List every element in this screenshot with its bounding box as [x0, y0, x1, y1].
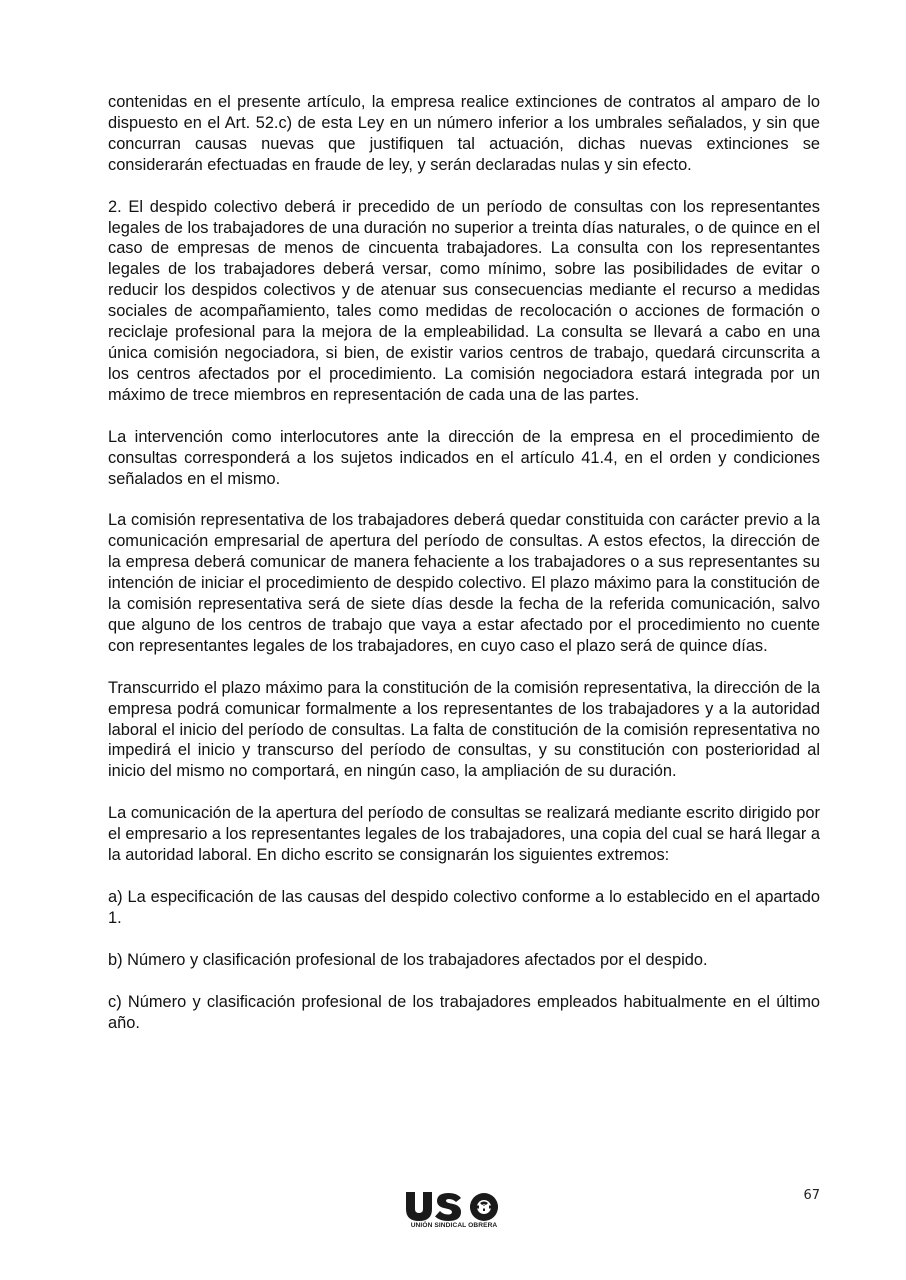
list-item-b: b) Número y clasificación profesional de los trabajadores afectados por el despido. — [108, 950, 708, 969]
body-text — [108, 92, 820, 1055]
paragraph-5: Transcurrido el plazo máximo para la constitución de la comisión representativa, la dirección de la empresa podrá comunicar formalmente a los representantes de los trabajadores y a la autoridad laboral el inicio del período de consultas. La falta de constitución de la comisión representativa no impedirá el inicio y transcurso del período de consultas, y su constitución con posterioridad al inicio del mismo no comportará, en ningún caso, la ampliación de su duración. — [108, 678, 820, 781]
uso-logo — [404, 1190, 504, 1240]
paragraph-1: contenidas en el presente artículo, la empresa realice extinciones de contratos al amparo de lo dispuesto en el Art. 52.c) de esta Ley en un número inferior a los umbrales señalados, y sin que concurran causas nuevas que justifiquen tal actuación, dichas nuevas extinciones se considerarán efectuadas en fraude de ley, y serán declaradas nulas y sin efecto. — [108, 93, 820, 174]
list-item-c: c) Número y clasificación profesional de los trabajadores empleados habitualmente en el último año. — [108, 992, 820, 1032]
paragraph-6: La comunicación de la apertura del período de consultas se realizará mediante escrito dirigido por el empresario a los representantes legales de los trabajadores, una copia del cual se hará llegar a la autoridad laboral. En dicho escrito se consignarán los siguientes extremos: — [108, 804, 820, 865]
logo-subtitle: UNIÓN SINDICAL OBRERA — [410, 1222, 498, 1229]
paragraph-2: 2. El despido colectivo deberá ir precedido de un período de consultas con los representantes legales de los trabajadores de una duración no superior a treinta días naturales, o de quince en el caso de empresas de menos de cincuenta trabajadores. La consulta con los representantes legales de los trabajadores deberá versar, como mínimo, sobre las posibilidades de evitar o reducir los despidos colectivos y de atenuar sus consecuencias mediante el recurso a medidas sociales de acompañamiento, tales como medidas de recolocación o acciones de formación o reciclaje profesional para la mejora de la empleabilidad. La consulta se llevará a cabo en una única comisión negociadora, si bien, de existir varios centros de trabajo, quedará circunscrita a los centros afectados por el procedimiento. La comisión negociadora estará integrada por un máximo de trece miembros en representación de cada una de las partes. — [108, 197, 820, 404]
paragraph-3: La intervención como interlocutores ante la dirección de la empresa en el procedimiento de consultas corresponderá a los sujetos indicados en el artículo 41.4, en el orden y condiciones señalados en el mismo. — [108, 427, 820, 488]
page-number: 67 — [803, 1188, 820, 1203]
uso-logo-mark — [404, 1190, 504, 1222]
paragraph-4: La comisión representativa de los trabajadores deberá quedar constituida con carácter previo a la comunicación empresarial de apertura del período de consultas. A estos efectos, la dirección de la empresa deberá comunicar de manera fehaciente a los trabajadores o a sus representantes su intención de iniciar el procedimiento de despido colectivo. El plazo máximo para la constitución de la comisión representativa será de siete días desde la fecha de la referida comunicación, salvo que alguno de los centros de trabajo que vaya a estar afectado por el procedimiento no cuente con representantes legales de los trabajadores, en cuyo caso el plazo será de quince días. — [108, 511, 820, 655]
list-item-a: a) La especificación de las causas del despido colectivo conforme a lo establecido en el apartado 1. — [108, 888, 820, 927]
